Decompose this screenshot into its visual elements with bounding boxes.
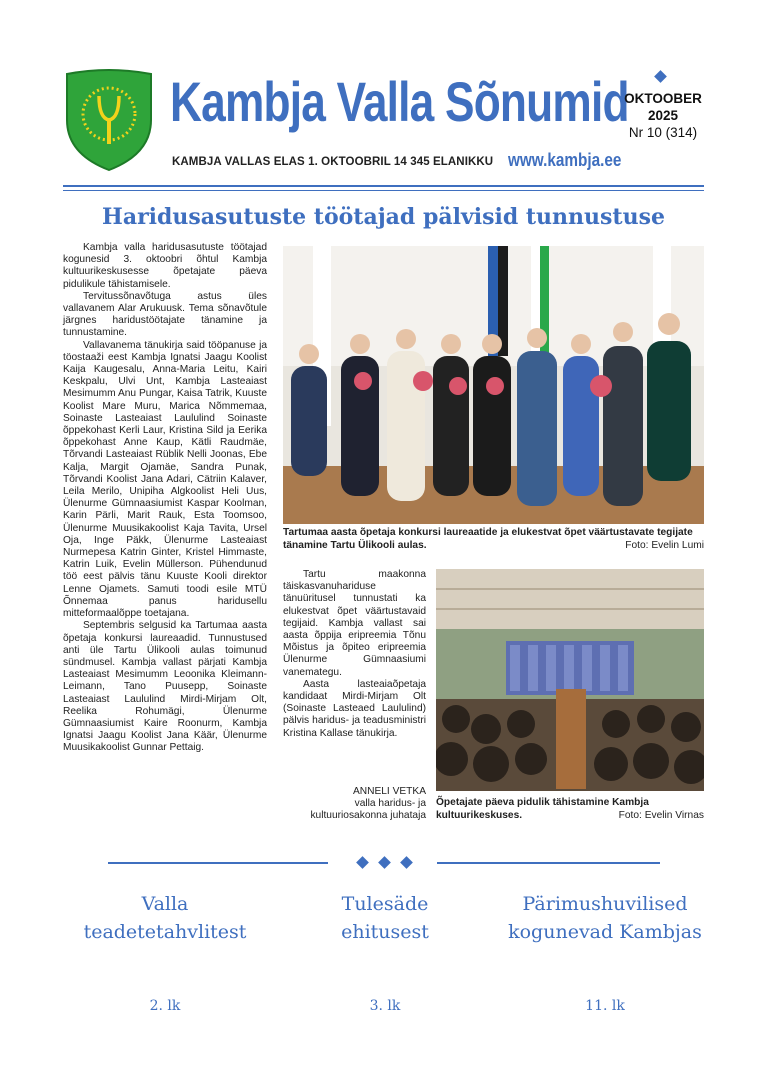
- article-paragraph: Aasta lasteaiaõpetaja kandidaat Mirdi-Mirjam Olt (Soinaste Lasteaed Laululind) pälvis haridus- ja teadusministri Kristina Kallase tänukirja.: [283, 678, 426, 739]
- divider-line-left: [108, 862, 328, 864]
- newspaper-title: Kambja Valla Sõnumid: [170, 70, 629, 133]
- issue-number: Nr 10 (314): [628, 125, 698, 140]
- diamond-icon: [378, 856, 391, 869]
- teaser-title[interactable]: Pärimushuvilised kogunevad Kambjas: [508, 893, 702, 943]
- award-ceremony-photo: [283, 246, 704, 524]
- photo1-caption-text: Tartumaa aasta õpetaja konkursi laureaatide ja elukestvat õpet väärtustavate tegijate tänamine Tartu Ülikooli aulas.: [283, 527, 693, 551]
- culture-centre-photo: [436, 569, 704, 791]
- population-tagline: KAMBJA VALLAS ELAS 1. OKTOOBRIL 14 345 ELANIKKU: [172, 156, 494, 168]
- teaser-page: 2. lk: [149, 998, 181, 1014]
- diamond-icon: [654, 70, 667, 83]
- article-paragraph: Septembris selgusid ka Tartumaa aasta õpetaja konkursi laureaadid. Tunnustused anti üle Tartu Ülikooli aulas toimunud sündmusel. Kambja vallast pärjati Kambja Lasteaiast Mesimumm Leoonika Kleimann-Leimann, Tano Puusepp, Soinaste Lasteaiast Laululind Mirdi-Mirjam Olt, Reelika Rohumägi, Ülenurme Gümnaasiumist Kaire Roonurm, Kambja Ignatsi Jaagu Koolist Jana Käär, Ülenurme Muusikakoolist Gunnar Pettaig.: [63, 620, 267, 754]
- header-rule: [63, 185, 704, 187]
- photo1-credit: Foto: Evelin Lumi: [625, 539, 704, 551]
- teaser-title[interactable]: Tulesäde ehitusest: [341, 893, 429, 943]
- issue-year: 2025: [647, 108, 679, 123]
- article-paragraph: Vallavanema tänukirja said tööpanuse ja töostaaži eest Kambja Ignatsi Jaagu Koolist Kaija Kaugesalu, Anna-Maria Leitu, Kairi Keskpalu, Ulvi Unt, Kambja Lasteaiast Mesimumm Anu Pungar, Kaisa Tatrik, Kuuste Koolist Mare Muru, Marica Nõmmemaa, Soinaste Lasteaiast Laululind Soinaste õppekohast Kerli Laur, Kristina Sild ja Eerika õppekohast Anne Kaup, Kätli Raudmäe, Tõrvandi Lasteaiast Rüblik Nelli Joonas, Ebe Kalja, Margit Ojamäe, Sandra Punak, Tõrvandi Koolist Jana Adari, Cätriin Kalaver, Leila Merilo, Unipiha Algkoolist Heli Uus, Ülenurme Gümnaasiumist Kaspar Koolman, Karin Pärli, Marit Rauk, Esta Toomsoo, Ülenurme Muusikakoolist Kaja Tavita, Ursel Oja, Inge Päkk, Ülenurme Lasteaiast Nurmepesa Katrin Ginter, Kristel Himmaste, Katrin Luik, Evelin Müllerson. Pühendunud töö eest pälvis tänu Kuuste Kooli direktor Lenne Ojamets. Samuti toodi esile MTÜ Õnnemaa panus haridusellu mitteformaalõppe toetajana.: [63, 339, 267, 620]
- photo2-credit: Foto: Evelin Virnas: [618, 809, 704, 821]
- article-body-continued: [283, 569, 426, 740]
- author-role: valla haridus- ja kultuuriosakonna juhataja: [310, 798, 426, 822]
- issue-month: OKTOOBER: [624, 91, 702, 106]
- teaser-page: 11. lk: [585, 998, 625, 1014]
- divider-line-right: [437, 862, 660, 864]
- article-paragraph: Tartu maakonna täiskasvanuhariduse tänuüritusel tunnustati ka elukestvat õpet väärtustavaid tegijaid. Kambja vallast sai aasta õppija eripreemia Tõnu Mõistus ja õpiteo eripreemia Ülenurme Gümnaasiumi vanemategu.: [283, 569, 426, 678]
- author-signature: [283, 786, 426, 823]
- diamond-icon: [356, 856, 369, 869]
- article-paragraph: Tervitussõnavõtuga astus üles vallavanem Alar Arukuusk. Tema sõnavõtule järgnes haridustöötajate tänamine ja tunnustamine.: [63, 290, 267, 339]
- author-name: ANNELI VETKA: [352, 786, 426, 797]
- photo1-caption: [283, 527, 704, 552]
- header-rule-thin: [63, 190, 704, 191]
- article-paragraph: Kambja valla haridusasutuste töötajad kogunesid 3. oktoobri õhtul Kambja kultuurikeskusesse õpetajate päeva pidulikule tähistamisele.: [63, 242, 267, 290]
- teaser-title[interactable]: Valla teadetetahvlitest: [83, 893, 247, 943]
- website-link[interactable]: www.kambja.ee: [508, 150, 622, 170]
- diamond-icon: [400, 856, 413, 869]
- kambja-crest-icon: [63, 68, 155, 172]
- teaser-page: 3. lk: [369, 998, 401, 1014]
- issue-info: [622, 90, 704, 141]
- article-body: [63, 242, 267, 755]
- article-headline: Haridusasutuste töötajad pälvisid tunnustuse: [102, 204, 665, 230]
- photo2-caption-text: Õpetajate päeva pidulik tähistamine Kambja kultuurikeskuses.: [436, 797, 649, 821]
- photo2-caption: [436, 797, 704, 822]
